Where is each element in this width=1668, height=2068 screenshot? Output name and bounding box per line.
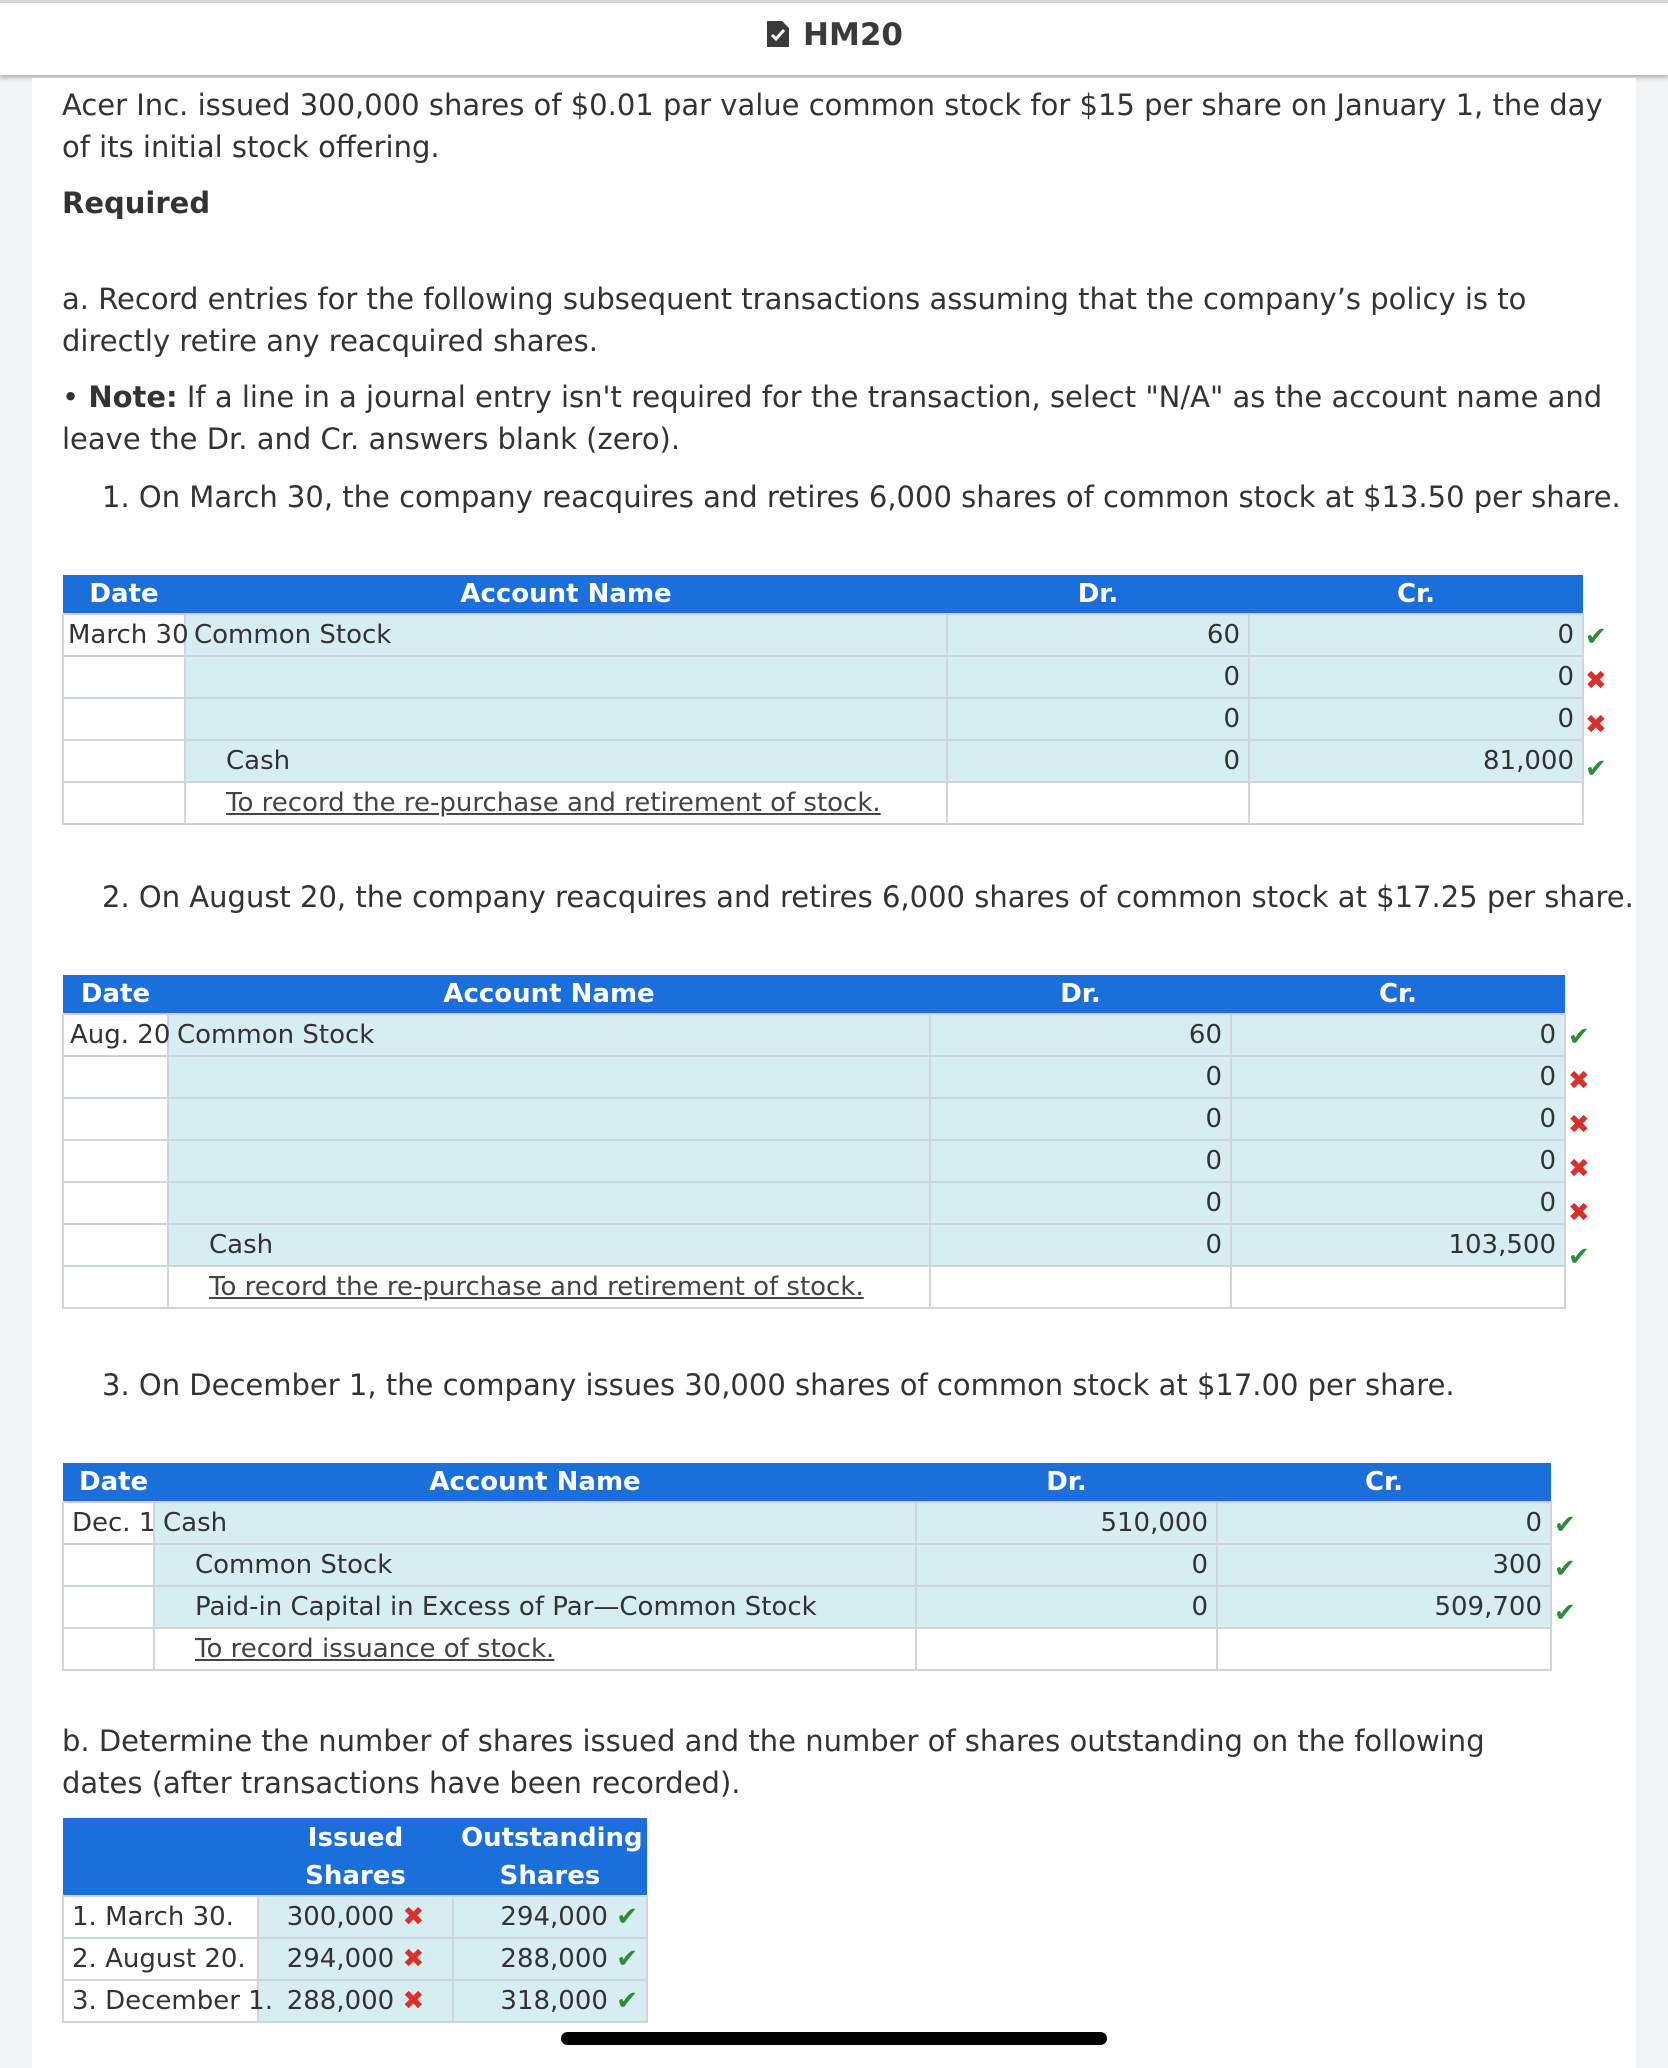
- debit-input[interactable]: 0: [916, 1586, 1217, 1628]
- journal-row: [63, 740, 1583, 782]
- cr-header: Cr.: [1249, 575, 1583, 614]
- issued-input[interactable]: 294,000: [286, 1944, 395, 1974]
- table-header: [63, 575, 1583, 614]
- journal-row: [63, 1014, 1565, 1056]
- debit-input[interactable]: 0: [930, 1224, 1231, 1266]
- issued-input[interactable]: 288,000: [286, 1986, 395, 2016]
- cross-icon: ✖: [1568, 1110, 1590, 1140]
- cross-icon: ✖: [1585, 710, 1607, 740]
- required-heading: Required: [62, 186, 211, 220]
- account-select[interactable]: [168, 1140, 930, 1182]
- journal-row: [63, 1502, 1551, 1544]
- journal-row: [63, 1544, 1551, 1586]
- row-label: 3. December 1.: [63, 1980, 258, 2022]
- date-header: Date: [63, 975, 168, 1014]
- journal-row: [63, 656, 1583, 698]
- t1-prompt: 1. On March 30, the company reacquires and retires 6,000 shares of common stock at $13.50 per share.: [102, 480, 1621, 514]
- table-header: [63, 975, 1565, 1014]
- home-indicator[interactable]: [561, 2032, 1107, 2045]
- date-cell: [63, 740, 185, 782]
- journal-row: [63, 614, 1583, 656]
- cross-icon: ✖: [402, 1986, 425, 2016]
- dr-header: Dr.: [916, 1463, 1217, 1502]
- table-row: [63, 1938, 647, 1980]
- account-select[interactable]: [168, 1182, 930, 1224]
- debit-input[interactable]: 0: [947, 656, 1249, 698]
- credit-input[interactable]: 0: [1249, 656, 1583, 698]
- table-row: [63, 1896, 647, 1938]
- journal-row: [63, 698, 1583, 740]
- credit-input[interactable]: 0: [1217, 1502, 1551, 1544]
- check-icon: ✔: [1568, 1242, 1590, 1272]
- check-icon: ✔: [1554, 1554, 1576, 1584]
- journal-table-3: [62, 1463, 1552, 1671]
- credit-input[interactable]: 300: [1217, 1544, 1551, 1586]
- memo-row: [63, 782, 1583, 824]
- t2-prompt: 2. On August 20, the company reacquires and retires 6,000 shares of common stock at $17.25 per share.: [102, 880, 1634, 914]
- note-label: Note:: [88, 380, 178, 414]
- debit-input[interactable]: 0: [916, 1544, 1217, 1586]
- check-icon: ✔: [1585, 754, 1607, 784]
- credit-input[interactable]: 81,000: [1249, 740, 1583, 782]
- memo-text: To record the re-purchase and retirement of stock.: [226, 788, 881, 818]
- cr-header: Cr.: [1231, 975, 1565, 1014]
- account-select[interactable]: Cash: [168, 1224, 930, 1266]
- title-text: HM20: [803, 17, 903, 53]
- outstanding-header: Outstanding Shares: [453, 1818, 647, 1896]
- account-select[interactable]: [168, 1056, 930, 1098]
- debit-input[interactable]: 510,000: [916, 1502, 1217, 1544]
- journal-row: [63, 1098, 1565, 1140]
- debit-input[interactable]: 0: [947, 698, 1249, 740]
- memo-text: To record issuance of stock.: [195, 1634, 555, 1664]
- issued-input[interactable]: 300,000: [286, 1902, 395, 1932]
- credit-input[interactable]: 0: [1231, 1098, 1565, 1140]
- journal-row: [63, 1224, 1565, 1266]
- check-icon: ✔: [616, 1902, 638, 1932]
- dr-header: Dr.: [930, 975, 1231, 1014]
- journal-row: [63, 1182, 1565, 1224]
- assignment-check-icon: [765, 19, 791, 57]
- account-select[interactable]: Paid-in Capital in Excess of Par—Common Stock: [154, 1586, 916, 1628]
- t3-prompt: 3. On December 1, the company issues 30,000 shares of common stock at $17.00 per share.: [102, 1368, 1455, 1402]
- cross-icon: ✖: [1585, 666, 1607, 696]
- credit-input[interactable]: 509,700: [1217, 1586, 1551, 1628]
- account-select[interactable]: [168, 1098, 930, 1140]
- memo-row: [63, 1266, 1565, 1308]
- account-select[interactable]: Cash: [154, 1502, 916, 1544]
- issued-header: Issued Shares: [258, 1818, 453, 1896]
- account-header: Account Name: [185, 575, 947, 614]
- table-header: [63, 1463, 1551, 1502]
- check-icon: ✔: [616, 1986, 638, 2016]
- credit-input[interactable]: 0: [1231, 1056, 1565, 1098]
- cr-header: Cr.: [1217, 1463, 1551, 1502]
- date-cell: [63, 656, 185, 698]
- account-select[interactable]: Common Stock: [185, 614, 947, 656]
- debit-input[interactable]: 0: [930, 1182, 1231, 1224]
- part-b-text: b. Determine the number of shares issued and the number of shares outstanding on the following dates (after transactions have been recorded).: [62, 1724, 1485, 1800]
- debit-input[interactable]: 60: [947, 614, 1249, 656]
- memo-row: [63, 1628, 1551, 1670]
- date-cell: [63, 698, 185, 740]
- check-icon: ✔: [1568, 1022, 1590, 1052]
- journal-row: [63, 1056, 1565, 1098]
- journal-row: [63, 1586, 1551, 1628]
- debit-input[interactable]: 60: [930, 1014, 1231, 1056]
- account-select[interactable]: Common Stock: [168, 1014, 930, 1056]
- debit-input[interactable]: 0: [930, 1140, 1231, 1182]
- account-select[interactable]: Common Stock: [154, 1544, 916, 1586]
- date-cell: Aug. 20: [63, 1014, 168, 1056]
- credit-input[interactable]: 0: [1249, 614, 1583, 656]
- table-row: [63, 1980, 647, 2022]
- credit-input[interactable]: 0: [1231, 1182, 1565, 1224]
- credit-input[interactable]: 0: [1231, 1014, 1565, 1056]
- check-icon: ✔: [1554, 1598, 1576, 1628]
- dr-header: Dr.: [947, 575, 1249, 614]
- account-header: Account Name: [154, 1463, 916, 1502]
- journal-row: [63, 1140, 1565, 1182]
- part-a-note: • Note: If a line in a journal entry isn't required for the transaction, select "N/A" as the account name and leave the Dr. and Cr. answers blank (zero).: [62, 380, 1603, 456]
- account-select[interactable]: Cash: [185, 740, 947, 782]
- credit-input[interactable]: 0: [1249, 698, 1583, 740]
- date-header: Date: [63, 575, 185, 614]
- credit-input[interactable]: 103,500: [1231, 1224, 1565, 1266]
- check-icon: ✔: [1585, 622, 1607, 652]
- intro-text: Acer Inc. issued 300,000 shares of $0.01 par value common stock for $15 per share on January 1, the day of its initial stock offering.: [62, 88, 1603, 164]
- check-icon: ✔: [1554, 1510, 1576, 1540]
- shares-header: [63, 1818, 647, 1896]
- memo-text: To record the re-purchase and retirement of stock.: [209, 1272, 864, 1302]
- debit-input[interactable]: 0: [930, 1056, 1231, 1098]
- date-cell: Dec. 1: [63, 1502, 154, 1544]
- part-a-text: a. Record entries for the following subsequent transactions assuming that the company’s policy is to directly retire any reacquired shares.: [62, 282, 1527, 358]
- account-select[interactable]: [185, 698, 947, 740]
- cross-icon: ✖: [402, 1902, 425, 1932]
- date-header: Date: [63, 1463, 154, 1502]
- top-bar: [0, 0, 1668, 75]
- cross-icon: ✖: [402, 1944, 425, 1974]
- note-text: If a line in a journal entry isn't required for the transaction, select "N/A" as the account name and leave the Dr. and Cr. answers blank (zero).: [62, 380, 1603, 456]
- account-select[interactable]: [185, 656, 947, 698]
- shares-table: [62, 1818, 648, 2023]
- debit-input[interactable]: 0: [930, 1098, 1231, 1140]
- outstanding-input[interactable]: 288,000: [500, 1944, 608, 1974]
- assignment-title: [0, 17, 1668, 57]
- date-cell: March 30: [63, 614, 185, 656]
- row-label: 2. August 20.: [63, 1938, 258, 1980]
- outstanding-input[interactable]: 294,000: [500, 1902, 608, 1932]
- outstanding-input[interactable]: 318,000: [500, 1986, 608, 2016]
- cross-icon: ✖: [1568, 1154, 1590, 1184]
- credit-input[interactable]: 0: [1231, 1140, 1565, 1182]
- journal-table-2: [62, 975, 1566, 1309]
- journal-table-1: [62, 575, 1584, 825]
- account-header: Account Name: [168, 975, 930, 1014]
- cross-icon: ✖: [1568, 1066, 1590, 1096]
- row-label: 1. March 30.: [63, 1896, 258, 1938]
- cross-icon: ✖: [1568, 1198, 1590, 1228]
- check-icon: ✔: [616, 1944, 638, 1974]
- debit-input[interactable]: 0: [947, 740, 1249, 782]
